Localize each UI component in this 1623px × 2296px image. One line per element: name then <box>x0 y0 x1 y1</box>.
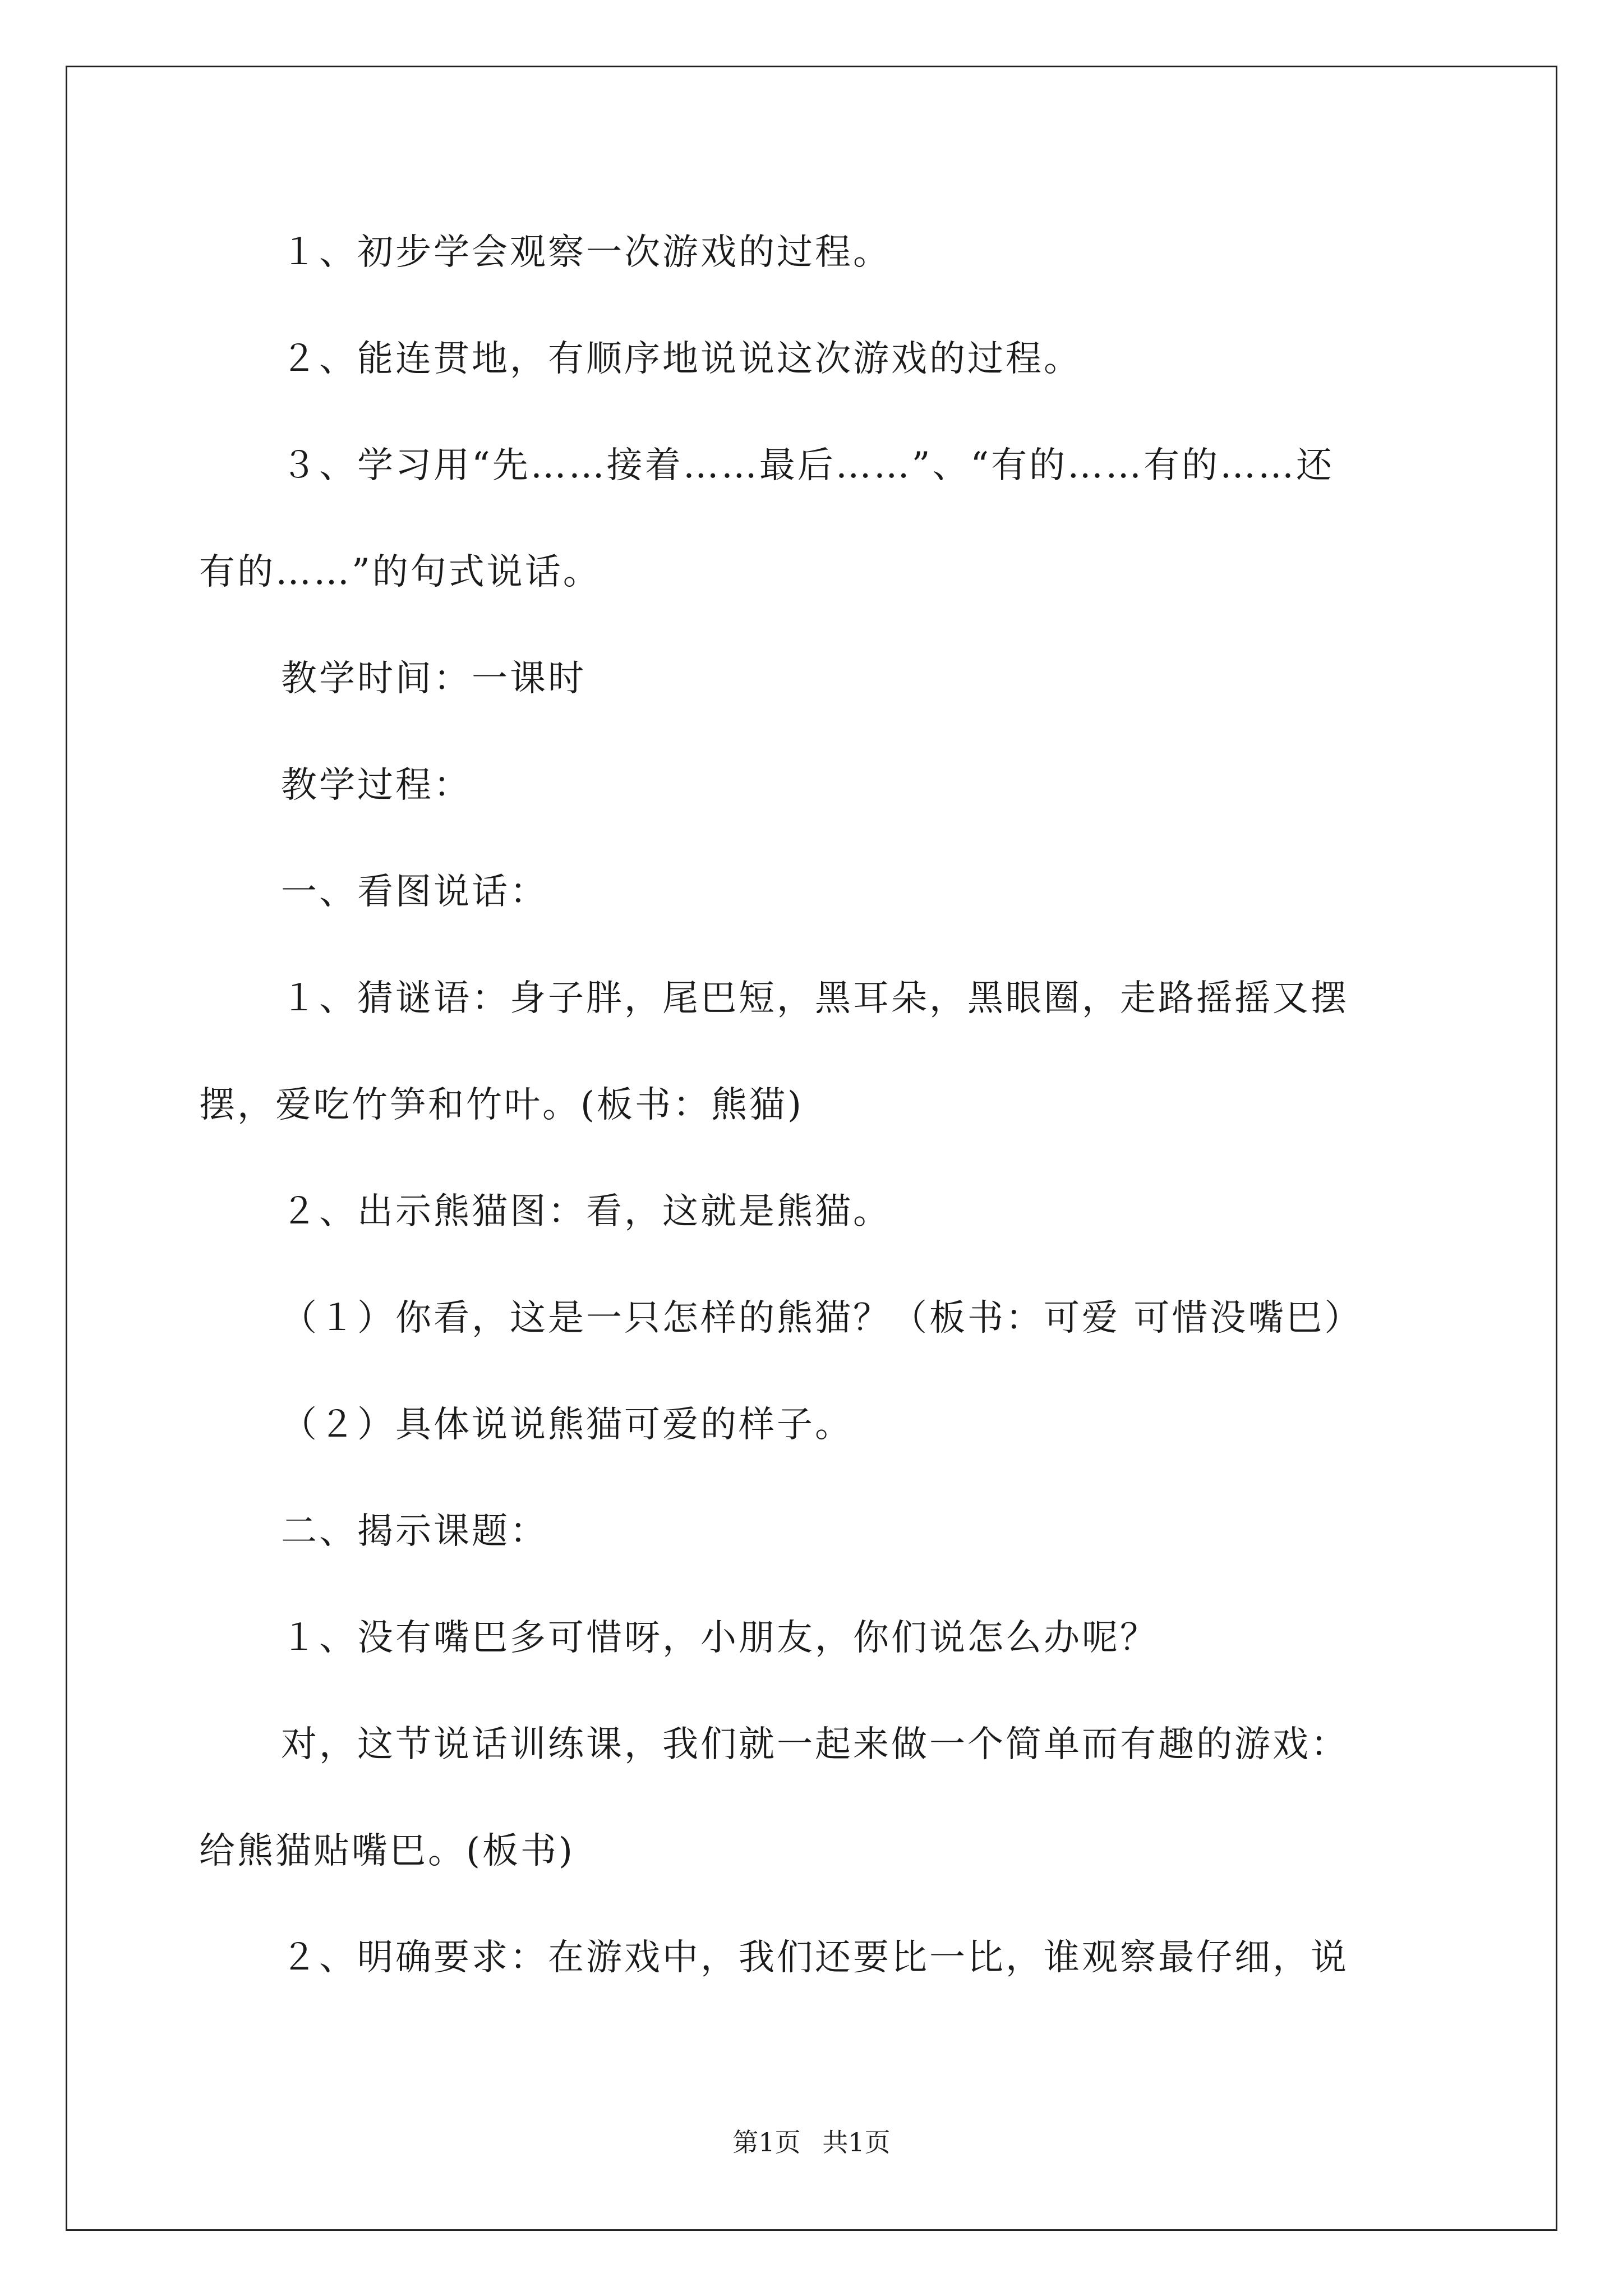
text-line: 教学时间：一课时 <box>281 658 586 700</box>
page-number: 第1页 <box>732 2127 801 2157</box>
text-line: 摆，爱吃竹笋和竹叶。(板书：熊猫) <box>199 1084 804 1126</box>
text-line: 教学过程： <box>281 765 472 806</box>
text-line: ３、学习用“先……接着……最后……”、“有的……有的……还 <box>281 445 1335 486</box>
text-line: （１）你看，这是一只怎样的熊猫？（板书：可爱 可惜没嘴巴） <box>281 1297 1363 1339</box>
page-footer <box>0 2129 1623 2155</box>
text-line: 有的……”的句式说话。 <box>199 551 601 593</box>
text-line: １、猜谜语：身子胖，尾巴短，黑耳朵，黑眼圈，走路摇摇又摆 <box>281 978 1349 1019</box>
text-line: ２、明确要求：在游戏中，我们还要比一比，谁观察最仔细，说 <box>281 1937 1349 1978</box>
page-border <box>66 66 1557 2231</box>
section-heading: 二、揭示课题： <box>281 1511 548 1552</box>
text-line: （２）具体说说熊猫可爱的样子。 <box>281 1404 853 1446</box>
section-heading: 一、看图说话： <box>281 871 548 913</box>
text-line: 给熊猫贴嘴巴。(板书) <box>199 1830 575 1872</box>
text-line: 对，这节说话训练课，我们就一起来做一个简单而有趣的游戏： <box>281 1724 1349 1765</box>
text-line: ２、出示熊猫图：看，这就是熊猫。 <box>281 1191 891 1232</box>
text-line: １、没有嘴巴多可惜呀，小朋友，你们说怎么办呢？ <box>281 1617 1158 1659</box>
text-line: １、初步学会观察一次游戏的过程。 <box>281 232 891 273</box>
page-total: 共1页 <box>822 2127 891 2157</box>
text-line: ２、能连贯地，有顺序地说说这次游戏的过程。 <box>281 338 1082 380</box>
